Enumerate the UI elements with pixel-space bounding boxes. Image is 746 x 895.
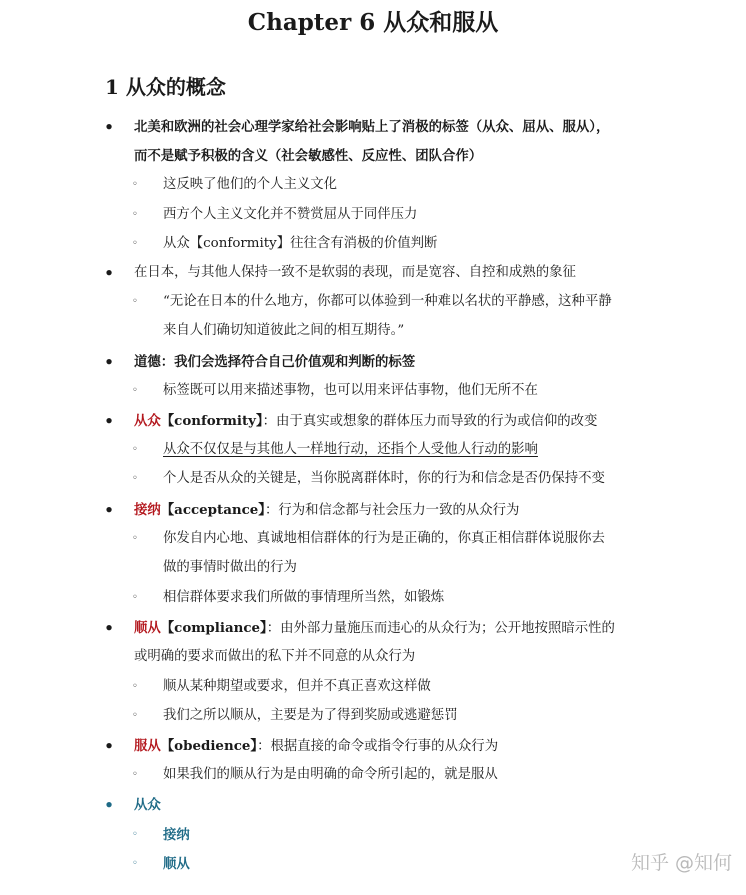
- sub-bullet-text: 相信群体要求我们所做的事情理所当然，如锻炼: [163, 590, 445, 605]
- sub-bullet-text: 如果我们的顺从行为是由明确的命令所引起的，就是服从: [163, 767, 498, 782]
- bullet-marker: •: [104, 501, 114, 519]
- definition-conformity: [134, 411, 597, 432]
- section-title: 1 从众的概念: [105, 75, 226, 99]
- bullet-marker: •: [104, 796, 114, 814]
- sub-bullet-text: 从众不仅仅是与其他人一样地行动，还指个人受他人行动的影响: [163, 442, 538, 457]
- definition-text: ：由于真实或想象的群体压力而导致的行为或信仰的改变: [262, 414, 598, 429]
- sub-bullet-text: 从众【conformity】往往含有消极的价值判断: [163, 236, 438, 251]
- bullet-text: 在日本，与其他人保持一致不是软弱的表现，而是宽容、自控和成熟的象征: [134, 265, 576, 280]
- sub-bullet-text: 个人是否从众的关键是，当你脱离群体时，你的行为和信念是否仍保持不变: [163, 471, 605, 486]
- bullet-marker: •: [104, 412, 114, 430]
- definition-text-continued: 或明确的要求而做出的私下并不同意的从众行为: [134, 649, 416, 664]
- bullet-marker: •: [104, 118, 114, 136]
- outline-item-compliance: 顺从: [163, 856, 190, 872]
- sub-bullet-text: 西方个人主义文化并不赞赏屈从于同伴压力: [163, 207, 418, 222]
- term-acceptance-en: 【acceptance】: [160, 502, 265, 518]
- term-compliance: 顺从: [134, 620, 161, 636]
- sub-bullet-marker: ◦: [132, 238, 138, 249]
- bullet-marker: •: [104, 737, 114, 755]
- sub-bullet-text: 这反映了他们的个人主义文化: [163, 177, 338, 192]
- term-compliance-en: 【compliance】: [160, 620, 267, 636]
- quote-text-continued: 来自人们确切知道彼此之间的相互期待。”: [163, 323, 405, 338]
- term-conformity: 从众: [134, 413, 161, 429]
- watermark: 知乎 @知何: [630, 852, 732, 874]
- sub-bullet-marker: ◦: [132, 296, 138, 307]
- bullet-text: 北美和欧洲的社会心理学家给社会影响贴上了消极的标签（从众、屈从、服从），: [134, 119, 610, 135]
- sub-bullet-text: 你发自内心地、真诚地相信群体的行为是正确的，你真正相信群体说服你去: [163, 531, 605, 546]
- definition-compliance: [134, 618, 615, 639]
- sub-bullet-marker: ◦: [132, 385, 138, 396]
- bullet-marker: •: [104, 353, 114, 371]
- bullet-marker: •: [104, 264, 114, 282]
- definition-text: ：根据直接的命令或指令行事的从众行为: [257, 739, 499, 754]
- chapter-title: Chapter 6 从众和服从: [247, 9, 499, 36]
- definition-obedience: [134, 736, 498, 757]
- sub-bullet-text-continued: 做的事情时做出的行为: [163, 560, 297, 575]
- sub-bullet-marker: ◦: [132, 592, 138, 603]
- term-conformity-en: 【conformity】: [160, 413, 263, 429]
- bullet-marker: •: [104, 619, 114, 637]
- term-obedience: 服从: [134, 738, 161, 754]
- sub-bullet-marker: ◦: [132, 209, 138, 220]
- sub-bullet-marker: ◦: [132, 533, 138, 544]
- definition-text: ：行为和信念都与社会压力一致的从众行为: [265, 503, 520, 518]
- bullet-text-continued: 而不是赋予积极的含义（社会敏感性、反应性、团队合作）: [134, 148, 483, 164]
- quote-text: “无论在日本的什么地方，你都可以体验到一种难以名状的平静感，这种平静: [163, 294, 612, 309]
- sub-bullet-marker: ◦: [132, 829, 138, 840]
- sub-bullet-marker: ◦: [132, 710, 138, 721]
- term-acceptance: 接纳: [134, 502, 161, 518]
- sub-bullet-text: 我们之所以顺从，主要是为了得到奖励或逃避惩罚: [163, 708, 458, 723]
- sub-bullet-text: 顺从某种期望或要求，但并不真正喜欢这样做: [163, 679, 431, 694]
- sub-bullet-marker: ◦: [132, 858, 138, 869]
- sub-bullet-text: 标签既可以用来描述事物，也可以用来评估事物，他们无所不在: [163, 383, 538, 398]
- sub-bullet-marker: ◦: [132, 681, 138, 692]
- outline-item-acceptance: 接纳: [163, 827, 190, 843]
- sub-bullet-marker: ◦: [132, 179, 138, 190]
- outline-item-conformity: 从众: [134, 797, 161, 813]
- sub-bullet-marker: ◦: [132, 473, 138, 484]
- sub-bullet-marker: ◦: [132, 769, 138, 780]
- definition-acceptance: [134, 500, 519, 521]
- definition-text: ：由外部力量施压而违心的从众行为；公开地按照暗示性的: [266, 621, 615, 636]
- sub-bullet-marker: ◦: [132, 444, 138, 455]
- term-obedience-en: 【obedience】: [160, 738, 258, 754]
- bullet-text: 道德：我们会选择符合自己价值观和判断的标签: [134, 354, 416, 370]
